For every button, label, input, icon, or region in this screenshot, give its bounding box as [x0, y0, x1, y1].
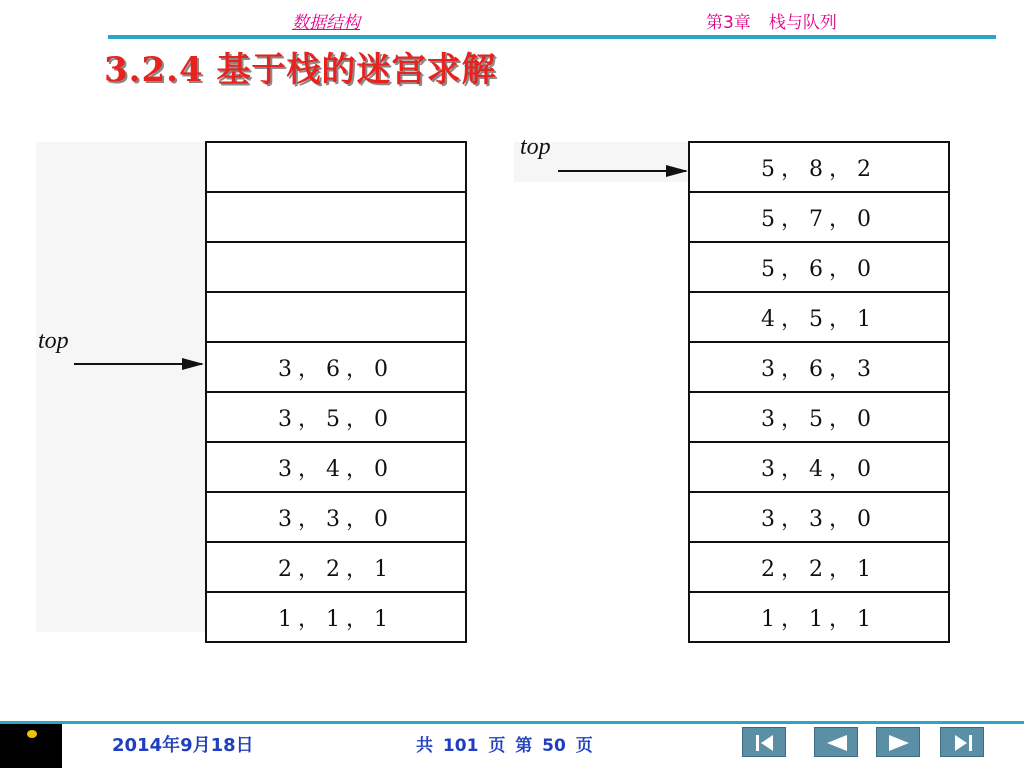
stack-cell: 3，5，0	[207, 393, 465, 443]
stack-cell: 3，3，0	[690, 493, 948, 543]
stack-cell: 5，8，2	[690, 143, 948, 193]
stack-cell: 3，4，0	[690, 443, 948, 493]
stack-cell: 1，1，1	[278, 606, 394, 632]
stack-cell	[207, 243, 465, 293]
skip-first-icon	[743, 728, 787, 758]
left-top-arrow	[74, 363, 202, 365]
stack-cell: 3，3，0	[207, 493, 465, 543]
stack-cell: 2，2，1	[690, 543, 948, 593]
stack-cell: 5，6，0	[690, 243, 948, 293]
skip-last-icon	[941, 728, 985, 758]
course-title: 数据结构	[292, 13, 360, 33]
left-figure-bg	[36, 142, 214, 632]
stack-cell	[207, 293, 465, 343]
right-top-label: top	[520, 134, 551, 160]
triangle-left-icon	[815, 728, 859, 758]
chapter-header	[706, 8, 837, 33]
stack-cell: 4，5，1	[690, 293, 948, 343]
chapter-number: 第3章	[706, 13, 751, 33]
stack-cell: 3，6，3	[690, 343, 948, 393]
header-divider	[108, 35, 996, 39]
stack-cell: 3，6，0	[207, 343, 465, 393]
logo	[0, 724, 62, 768]
moon-icon	[27, 730, 37, 738]
triangle-right-icon	[877, 728, 921, 758]
first-page-button[interactable]	[742, 727, 786, 757]
stack-cell: 3，4，0	[207, 443, 465, 493]
right-top-arrow	[558, 170, 686, 172]
left-top-label: top	[38, 328, 69, 354]
page-counter: 共 101 页 第 50 页	[416, 736, 593, 756]
stack-cell: 1，1，1	[761, 606, 877, 632]
last-page-button[interactable]	[940, 727, 984, 757]
next-page-button[interactable]	[876, 727, 920, 757]
previous-page-button[interactable]	[814, 727, 858, 757]
chapter-title: 栈与队列	[768, 13, 837, 33]
stack-cell	[207, 193, 465, 243]
footer-divider	[0, 721, 1024, 724]
right-stack	[688, 141, 950, 643]
footer-date: 2014年9月18日	[112, 735, 254, 756]
stack-cell: 3，5，0	[690, 393, 948, 443]
stack-cell: 2，2，1	[207, 543, 465, 593]
left-stack	[205, 141, 467, 643]
slide-title: 3.2.4 基于栈的迷宫求解	[104, 50, 497, 90]
stack-cell	[207, 143, 465, 193]
stack-cell: 5，7，0	[690, 193, 948, 243]
